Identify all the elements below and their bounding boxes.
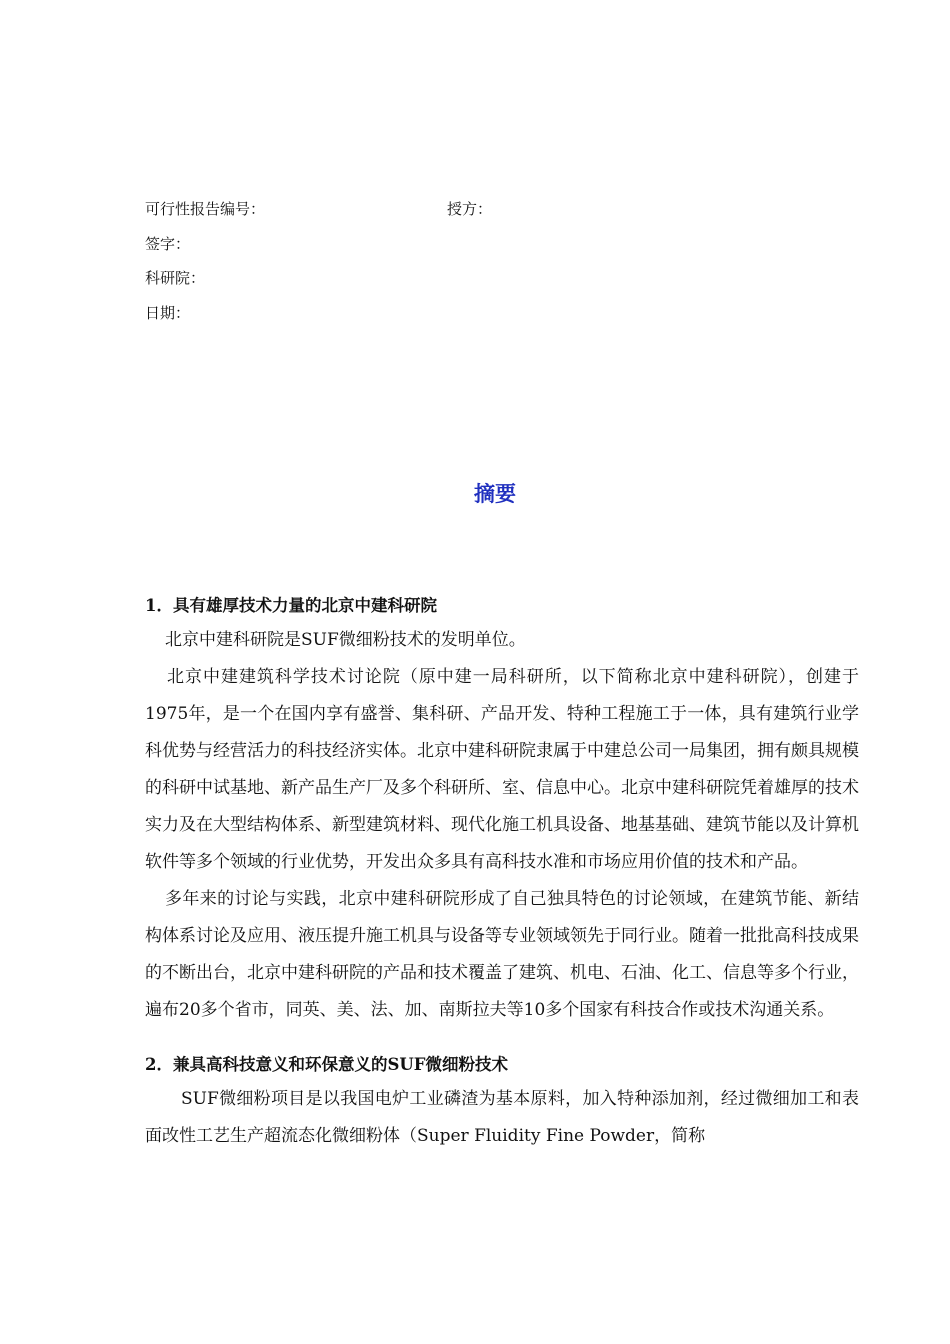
section-1-paragraph-2: 北京中建建筑科学技术讨论院（原中建一局科研所，以下简称北京中建科研院），创建于1975年，是一个在国内享有盛誉、集科研、产品开发、特种工程施工于一体，具有建筑行业学科优势与经营活力的科技经济实体。北京中建科研院隶属于中建总公司一局集团，拥有颇具规模的科研中试基地、新产品生产厂及多个科研所、室、信息中心。北京中建科研院凭着雄厚的技术实力及在大型结构体系、新型建筑材料、现代化施工机具设备、地基基础、建筑节能以及计算机软件等多个领域的行业优势，开发出众多具有高科技水准和市场应用价值的技术和产品。 bbox=[145, 667, 859, 872]
meta-row-date bbox=[145, 302, 845, 337]
meta-row-report-no bbox=[145, 198, 845, 233]
meta-row-signature bbox=[145, 233, 845, 268]
date-label: 日期： bbox=[145, 303, 191, 322]
signature-label: 签字： bbox=[145, 234, 191, 253]
section-gap bbox=[145, 1029, 859, 1049]
abstract-title: 摘要 bbox=[474, 482, 516, 506]
section-1-paragraph-3: 多年来的讨论与实践，北京中建科研院形成了自己独具特色的讨论领域，在建筑节能、新结构体系讨论及应用、液压提升施工机具与设备等专业领域领先于同行业。随着一批批高科技成果的不断出台，北京中建科研院的产品和技术覆盖了建筑、机电、石油、化工、信息等多个行业，遍布20多个省市，同英、美、法、加、南斯拉夫等10多个国家有科技合作或技术沟通关系。 bbox=[145, 889, 859, 1020]
grantor-label: 授方： bbox=[447, 200, 493, 218]
section-1-heading: 1．具有雄厚技术力量的北京中建科研院 bbox=[145, 596, 437, 615]
section-2-paragraph-1: SUF微细粉项目是以我国电炉工业磷渣为基本原料，加入特种添加剂，经过微细加工和表面改性工艺生产超流态化微细粉体（Super Fluidity Fine Powder，简称 bbox=[145, 1089, 859, 1146]
abstract-body bbox=[145, 590, 859, 1155]
institute-label: 科研院： bbox=[145, 269, 206, 287]
report-meta-block bbox=[145, 198, 845, 336]
section-1-paragraph-1: 北京中建科研院是SUF微细粉技术的发明单位。 bbox=[165, 630, 526, 650]
meta-row-institute bbox=[145, 267, 845, 302]
section-2-heading: 2．兼具高科技意义和环保意义的SUF微细粉技术 bbox=[145, 1055, 508, 1074]
report-number-label: 可行性报告编号： bbox=[145, 200, 266, 218]
